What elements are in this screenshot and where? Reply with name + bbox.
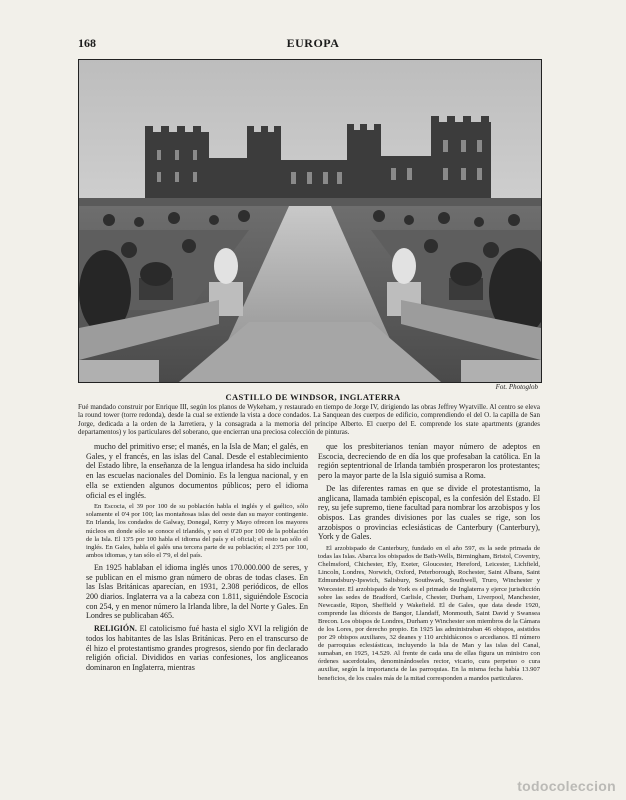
paragraph	[86, 503, 308, 560]
paragraph-text: De las diferentes ramas en que se divide el protestantismo, la anglicana, llamada también episcopal, es la confesión del Estado. El rey, su jefe supremo, tiene facultad para nombrar los arzobispos y los obispos. Las grandes divisiones por las cuales se rige, son los arzobispos o provincias eclesiásticas de Canterbury (Canterbury), York y de Gales.	[318, 483, 540, 542]
section-heading: RELIGIÓN.	[94, 624, 137, 634]
text-column-left	[86, 442, 308, 676]
paragraph	[86, 442, 308, 500]
figure-title: CASTILLO DE WINDSOR, INGLATERRA	[225, 392, 401, 402]
paragraph-text: En 1925 hablaban el idioma inglés unos 170.000.000 de seres, y se publican en el mismo gran número de obras de todas clases. En las Islas Británicas aparecían, en 1931, 2.308 periódicos, de ellos 200 diarios. Inglaterra va a la cabeza con 1.811, siguiéndole Escocia con 254, y en menor número la Irlanda libre, la del Norte y Gales. En Londres se publicaban 465.	[86, 562, 308, 621]
paragraph	[318, 545, 540, 683]
windsor-castle-image	[79, 60, 541, 382]
paragraph	[86, 624, 308, 673]
paragraph-text: En Escocia, el 39 por 100 de su población habla el inglés y el gaélico, sólo solamente el 0'4 por 100; las montañosas islas del oeste dan su mayor contingente. En Irlanda, los condados de Galway, Donegal, Kerry y Mayo ofrecen los mayores núcleos en donde sólo se conoce el irlandés, y son el 0'20 por 100 de la población de la Isla. El 13'5 por 100 habla el idioma del país y el oficial; el resto tan sólo el inglés. En Gales, habla el galés una tercera parte de su población; el 23'5 por 100, ambos idiomas, y tan sólo el 7'9, el del país.	[86, 503, 308, 559]
text-column-right	[318, 442, 540, 686]
figure-caption: Fué mandado construir por Enrique III, según los planos de Wykeham, y restaurado en tiempo de Jorge IV, dirigiendo las obras Jeffrey Wyatville. Al centro se eleva la round tower (torre redonda), desde la cual se extiende la vista a doce condados. La Sanquean des cuerpos de edificio, comprendiendo el del O. la capilla de San Jorge, dedicada a la orden de la Jarretiera, y la consagrada a la memoria del príncipe Alberto. El cuerpo del E. comprende los state apartments (grandes departamentos) y los particulares del soberano, que encierran una preciosa colección de pinturas.	[78, 403, 540, 437]
paragraph	[318, 442, 540, 481]
running-title: EUROPA	[286, 36, 340, 50]
watermark: todocoleccion	[517, 778, 616, 794]
paragraph-text: El catolicismo fué hasta el siglo XVI la religión de todos los habitantes de las Islas Británicas. Pero en el transcurso de él hizo el protestantismo grandes progresos, siendo por fin declarado religión oficial. Divididos en varias confesiones, los angliceanos dominaron en Inglaterra, mientras	[86, 624, 308, 672]
castle-photograph	[78, 59, 542, 383]
paragraph	[318, 484, 540, 542]
paragraph-text: mucho del primitivo erse; el manés, en la Isla de Man; el galés, en Gales, y el francés, en las islas del Canal. Desde el establecimiento del Estado libre, la enseñanza de la lengua irlandesa ha sido incluida en las escuelas nacionales del Dominio. Es la lengua nacional, y en ella se extienden algunos documentos públicos; pero el idioma oficial es el inglés.	[86, 442, 308, 500]
photo-credit: Fot. Photoglob	[495, 383, 538, 391]
paragraph-text: El arzobispado de Canterbury, fundado en el año 597, es la sede primada de todas las Islas. Abarca los obispados de Bath-Wells, Birmingham, Bristol, Coventry, Chelmsford, Chichester, Ely, Exeter, Gloucester, Hereford, Leicester, Lichfield, Lincoln, Londres, Norwich, Oxford, Peterborough, Rochester, Saint Albans, Saint Edmundsbury-Ipswich, Salisbury, Southwark, Southwell, Truro, Winchester y Worcester. El arzobispado de York es el primado de Inglaterra y ejerce jurisdicción sobre las sedes de Bradford, Carlisle, Chester, Durham, Liverpool, Manchester, Newcastle, Ripon, Sheffield y Wakefield. El de Gales, que data desde 1920, comprende las diócesis de Bangor, Llandaff, Monmouth, Saint David y Swansea Brecon. Los obispos de Londres, Durham y Winchester son miembros de la Cámara de los Lores, por derecho propio. En 1925 las administraban 46 obispos, asistidos por 29 obispos auxiliares, 32 deanes y 110 archidiáconos o arcedianos. El número de parroquias eclesiásticas, incluyendo la Isla de Man y las islas del Canal, sumaban, en 1925, 14.529. Al frente de cada una de ellas figura un ministro con órdenes sacerdotales, denominándoseles rector, vicario, cura perpetuo o cura auxiliar, según la importancia de las parroquias. En la misma fecha había 13.907 beneficios, de los cuales más de la mitad corresponden a mandos particulares.	[318, 545, 540, 682]
paragraph	[86, 563, 308, 621]
page-number: 168	[78, 36, 96, 50]
paragraph-text: que los presbiterianos tenían mayor número de adeptos en Escocia, decreciendo de en día los que profesaban la católica. En la región septentrional de Irlanda también prosperaron los protestantes; pero la mayor parte de la Isla siguió sumisa a Roma.	[318, 442, 540, 481]
